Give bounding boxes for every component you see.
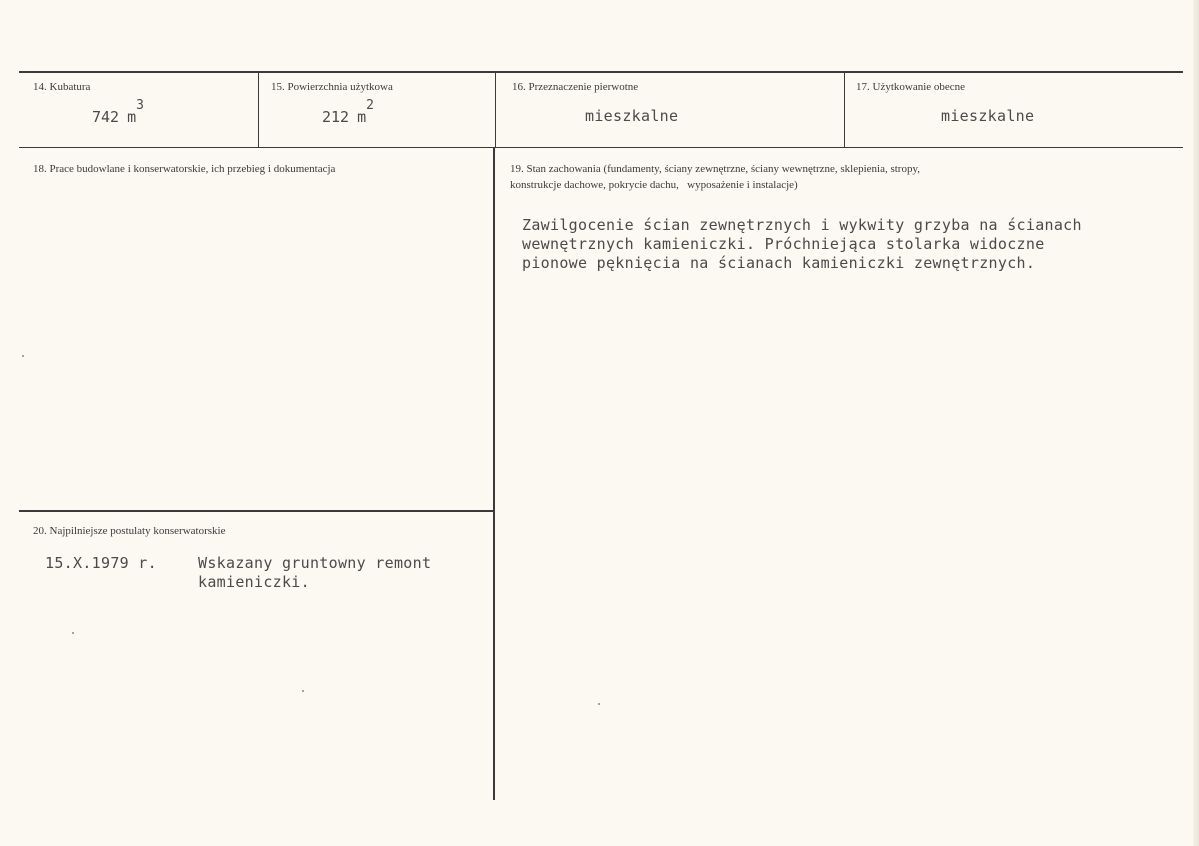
field15-unit: m: [357, 108, 367, 126]
center-divider: [493, 148, 495, 800]
field19-label-line1: 19. Stan zachowania (fundamenty, ściany zewnętrzne, ściany wewnętrzne, sklepienia, stropy,: [510, 163, 921, 175]
field19-text-line1: Zawilgocenie ścian zewnętrznych i wykwity grzyba na ścianach: [522, 216, 1082, 234]
field19-label-line2: konstrukcje dachowe, pokrycie dachu, wyposażenie i instalacje): [510, 179, 798, 191]
field14-unit: m: [127, 108, 137, 126]
divider-15-16: [495, 72, 496, 148]
divider-14-15: [258, 72, 259, 148]
field14-number: 742: [92, 108, 120, 126]
paper-speck: [72, 632, 74, 634]
row1-bottom-rule: [19, 147, 1183, 148]
field20-text-line1: Wskazany gruntowny remont: [198, 554, 432, 572]
field20-date: 15.X.1979 r.: [45, 554, 157, 572]
field14-label: 14. Kubatura: [33, 81, 91, 93]
paper-speck: [22, 355, 24, 357]
divider-16-17: [844, 72, 845, 148]
field15-label: 15. Powierzchnia użytkowa: [271, 81, 393, 93]
paper-speck: [302, 690, 304, 692]
field18-label: 18. Prace budowlane i konserwatorskie, ich przebieg i dokumentacja: [33, 163, 336, 175]
field19-text-line2: wewnętrznych kamieniczki. Próchniejąca stolarka widoczne: [522, 235, 1045, 253]
field17-label: 17. Użytkowanie obecne: [856, 81, 966, 93]
field20-text-line2: kamieniczki.: [198, 573, 310, 591]
paper-speck: [598, 703, 600, 705]
field16-label: 16. Przeznaczenie pierwotne: [512, 81, 639, 93]
field15-unit-exponent: 2: [366, 98, 374, 113]
field17-value: mieszkalne: [941, 107, 1035, 125]
field16-value: mieszkalne: [585, 107, 679, 125]
field14-unit-exponent: 3: [136, 98, 144, 113]
field20-top-rule: [19, 510, 493, 512]
card-edge: [1193, 0, 1199, 846]
field14-value: [92, 98, 144, 126]
field19-text-line3: pionowe pęknięcia na ścianach kamieniczki zewnętrznych.: [522, 254, 1036, 272]
field20-label: 20. Najpilniejsze postulaty konserwatorskie: [33, 525, 226, 537]
field15-number: 212: [322, 108, 350, 126]
field15-value: [322, 98, 374, 126]
top-rule: [19, 71, 1183, 73]
